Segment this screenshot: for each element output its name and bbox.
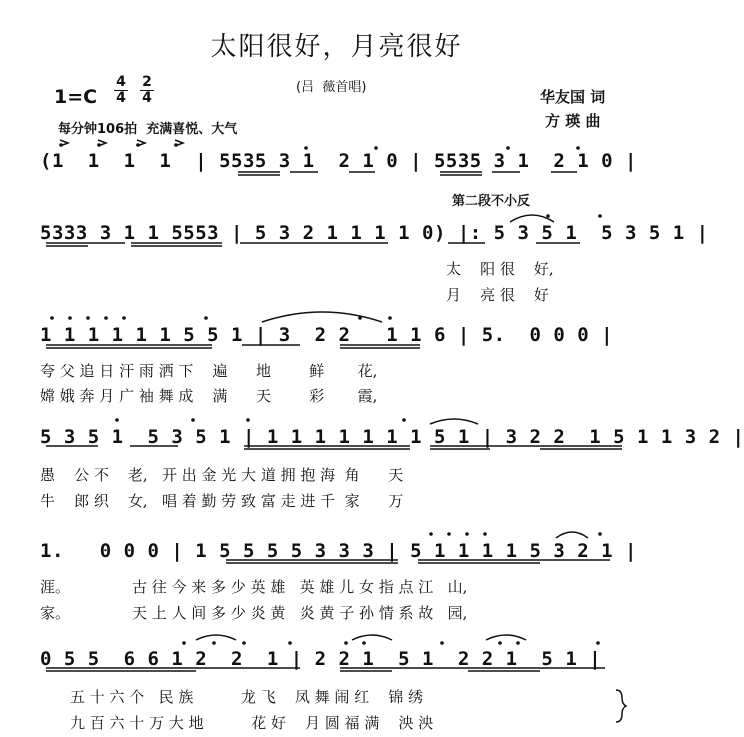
performance-note: 第二段不小反 xyxy=(452,194,531,209)
lyric-row-3-verse-1: 夸 父 追 日 汗 雨 洒 下 遍 地 鲜 花, xyxy=(40,362,378,380)
lyric-row-2-verse-2: 月 亮 很 好 xyxy=(446,286,549,304)
time-signature-2-bottom: 4 xyxy=(142,90,152,106)
singer-credit: (吕 薇首唱) xyxy=(296,80,367,95)
lyric-row-2-verse-1: 太 阳 很 好, xyxy=(446,260,554,278)
lyric-row-3-verse-2: 嫦 娥 奔 月 广 袖 舞 成 满 天 彩 霞, xyxy=(40,387,378,405)
notation-row-6: 0 5 5 6 6 1 2 2 1 | 2 2 1 5 1 2 2 1 5 1 | xyxy=(40,648,602,670)
composer-credit: 方 瑛 曲 xyxy=(545,112,601,130)
notation-row-5: 1. 0 0 0 | 1 5 5 5 5 3 3 3 | 5 1 1 1 1 5 3 2 1 | xyxy=(40,540,637,562)
key-signature: 1=C xyxy=(54,86,98,108)
notation-row-4: 5 3 5 1 5 3 5 1 | 1 1 1 1 1 1 1 5 1 | 3 2 2 1 5 1 1 3 2 | xyxy=(40,426,744,448)
time-signature-2-top: 2 xyxy=(142,74,152,90)
lyric-row-4-verse-2: 牛 郎 织 女, 唱 着 勤 劳 致 富 走 进 千 家 万 xyxy=(40,492,404,510)
lyric-row-5-verse-1: 涯。 古 往 今 来 多 少 英 雄 英 雄 儿 女 指 点 江 山, xyxy=(40,578,468,596)
time-signature-1-top: 4 xyxy=(116,74,126,90)
lyric-row-4-verse-1: 愚 公 不 老, 开 出 金 光 大 道 拥 抱 海 角 天 xyxy=(40,466,404,484)
lyric-row-6-verse-2: 九 百 六 十 万 大 地 花 好 月 圆 福 满 泱 泱 xyxy=(70,714,434,732)
tempo-marking: 每分钟106拍 充满喜悦、大气 xyxy=(58,122,238,137)
lyricist-credit: 华友国 词 xyxy=(540,88,606,106)
time-signature-1 xyxy=(114,76,128,105)
page-title: 太阳很好，月亮很好 xyxy=(210,32,463,62)
lyric-row-6-verse-1: 五 十 六 个 民 族 龙 飞 凤 舞 闹 红 锦 绣 xyxy=(70,688,424,706)
notation-row-3: 1 1 1 1 1 1 5 5 1 | 3 2 2 1 1 6 | 5. 0 0 0 | xyxy=(40,324,614,346)
time-signature-1-bottom: 4 xyxy=(116,90,126,106)
notation-row-1: (1 1 1 1 | 5535 3 1 2 1 0 | 5535 3 1 2 1 0 | xyxy=(40,150,637,172)
time-signature-2 xyxy=(140,76,154,105)
lyric-row-5-verse-2: 家。 天 上 人 间 多 少 炎 黄 炎 黄 子 孙 情 系 故 园, xyxy=(40,604,468,622)
notation-row-2: 5333 3 1 1 5553 | 5 3 2 1 1 1 1 0) |: 5 3 5 1 5 3 5 1 | xyxy=(40,222,709,244)
